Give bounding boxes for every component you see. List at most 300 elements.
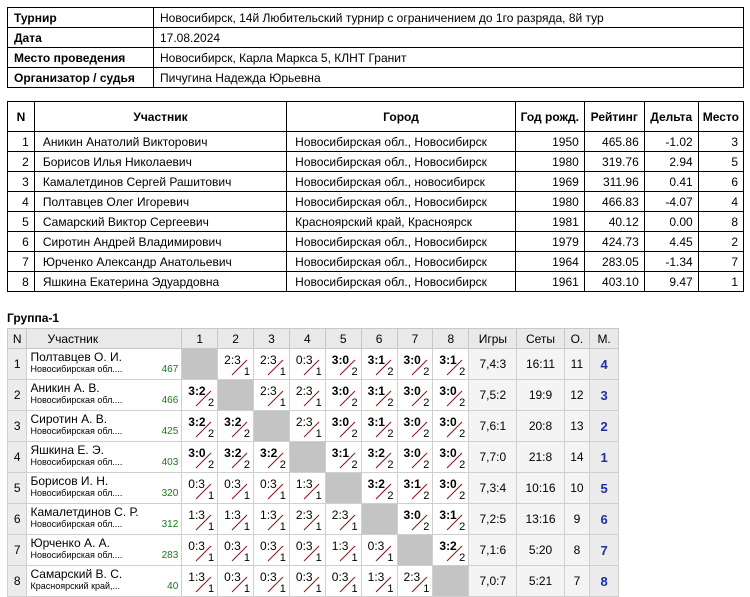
match-points: 2 bbox=[459, 428, 466, 440]
player-name: Сиротин А. В. bbox=[30, 412, 108, 426]
match-cell bbox=[182, 442, 218, 473]
participant-cell: 6 bbox=[698, 172, 743, 192]
match-result bbox=[290, 380, 325, 410]
participant-cell: 283.05 bbox=[584, 252, 644, 272]
match-score: 3:1 bbox=[439, 508, 457, 522]
match-score: 0:3 bbox=[188, 477, 205, 491]
participant-cell: 8 bbox=[8, 272, 35, 292]
match-score: 3:2 bbox=[439, 539, 457, 553]
self-cell bbox=[254, 411, 290, 442]
place-cell bbox=[590, 442, 619, 473]
match-result bbox=[433, 504, 468, 534]
match-points: 1 bbox=[351, 521, 358, 533]
player-rating: 403 bbox=[161, 457, 179, 468]
match-points: 2 bbox=[423, 397, 430, 409]
self-cell bbox=[397, 535, 433, 566]
info-row bbox=[8, 68, 744, 88]
match-points: 1 bbox=[279, 521, 286, 533]
participant-cell: Новосибирская обл., Новосибирск bbox=[287, 232, 516, 252]
participant-cell: 3 bbox=[698, 132, 743, 152]
place-value: 7 bbox=[600, 542, 608, 558]
crosstable-row bbox=[8, 566, 619, 597]
match-score: 3:0 bbox=[439, 384, 457, 398]
match-cell bbox=[325, 349, 361, 380]
row-number: 3 bbox=[8, 411, 27, 442]
crosstable-row bbox=[8, 349, 619, 380]
match-cell bbox=[289, 535, 325, 566]
match-points: 1 bbox=[279, 490, 286, 502]
match-points: 1 bbox=[279, 583, 286, 595]
points-cell: 10 bbox=[564, 473, 590, 504]
player-city: Новосибирская обл.... bbox=[30, 519, 123, 529]
match-cell bbox=[218, 473, 254, 504]
match-cell bbox=[397, 380, 433, 411]
info-row bbox=[8, 48, 744, 68]
match-score: 1:3 bbox=[295, 477, 313, 491]
match-points: 2 bbox=[423, 490, 430, 502]
match-points: 1 bbox=[243, 583, 251, 595]
match-points: 1 bbox=[243, 366, 251, 378]
match-cell bbox=[254, 566, 290, 597]
match-result bbox=[433, 442, 468, 472]
player-city: Новосибирская обл.... bbox=[30, 395, 123, 405]
match-result bbox=[254, 380, 289, 410]
crosstable-row bbox=[8, 473, 619, 504]
match-result bbox=[182, 380, 217, 410]
match-score: 2:3 bbox=[331, 508, 349, 522]
crosstable-header-cell: 8 bbox=[433, 329, 469, 349]
crosstable-header-cell: 2 bbox=[218, 329, 254, 349]
match-cell bbox=[218, 411, 254, 442]
match-cell bbox=[182, 473, 218, 504]
match-result bbox=[218, 473, 253, 503]
match-result bbox=[398, 473, 433, 503]
match-cell bbox=[397, 349, 433, 380]
match-result bbox=[326, 504, 361, 534]
match-cell bbox=[361, 566, 397, 597]
games-cell: 7,3:4 bbox=[469, 473, 517, 504]
participant-cell: Новосибирская обл., Новосибирск bbox=[287, 132, 516, 152]
match-score: 0:3 bbox=[331, 570, 349, 584]
match-result bbox=[398, 349, 433, 379]
place-value: 1 bbox=[600, 449, 608, 465]
match-points: 1 bbox=[315, 521, 322, 533]
participant-cell: 1980 bbox=[515, 192, 584, 212]
match-result bbox=[254, 535, 289, 565]
match-points: 2 bbox=[459, 552, 466, 564]
match-points: 1 bbox=[315, 552, 322, 564]
match-result bbox=[290, 411, 325, 441]
participant-cell: Сиротин Андрей Владимирович bbox=[34, 232, 286, 252]
match-cell bbox=[433, 473, 469, 504]
match-cell bbox=[289, 473, 325, 504]
match-result bbox=[182, 566, 217, 596]
participant-row bbox=[8, 132, 744, 152]
match-result bbox=[182, 442, 217, 472]
points-cell: 7 bbox=[564, 566, 590, 597]
points-cell: 12 bbox=[564, 380, 590, 411]
match-cell bbox=[182, 504, 218, 535]
match-score: 3:0 bbox=[403, 353, 421, 367]
place-cell bbox=[590, 504, 619, 535]
match-result bbox=[218, 504, 253, 534]
player-rating: 467 bbox=[161, 364, 179, 375]
crosstable-header-cell: Сеты bbox=[517, 329, 564, 349]
match-cell bbox=[325, 442, 361, 473]
match-score: 3:0 bbox=[331, 384, 350, 398]
match-result bbox=[290, 473, 325, 503]
info-label: Организатор / судья bbox=[8, 68, 154, 88]
crosstable-header-cell: Игры bbox=[469, 329, 517, 349]
match-score: 3:0 bbox=[439, 446, 457, 460]
match-cell bbox=[289, 504, 325, 535]
match-result bbox=[326, 566, 361, 596]
match-cell bbox=[397, 411, 433, 442]
match-score: 2:3 bbox=[295, 508, 313, 522]
participant-cell: Полтавцев Олег Игоревич bbox=[34, 192, 286, 212]
games-cell: 7,2:5 bbox=[469, 504, 517, 535]
match-cell bbox=[433, 349, 469, 380]
participant-cell: -4.07 bbox=[644, 192, 698, 212]
player-rating: 320 bbox=[161, 488, 179, 499]
row-number: 8 bbox=[8, 566, 27, 597]
self-cell bbox=[325, 473, 361, 504]
match-points: 1 bbox=[315, 366, 322, 378]
sets-cell: 19:9 bbox=[517, 380, 564, 411]
place-cell bbox=[590, 380, 619, 411]
participant-row bbox=[8, 232, 744, 252]
match-points: 2 bbox=[459, 397, 466, 409]
match-points: 2 bbox=[387, 397, 394, 409]
sets-cell: 10:16 bbox=[517, 473, 564, 504]
match-result bbox=[254, 442, 289, 472]
match-result bbox=[182, 411, 217, 441]
match-cell bbox=[361, 349, 397, 380]
match-points: 2 bbox=[208, 397, 215, 409]
match-cell bbox=[182, 380, 218, 411]
match-result bbox=[326, 442, 361, 472]
crosstable-row bbox=[8, 411, 619, 442]
games-cell: 7,7:0 bbox=[469, 442, 517, 473]
place-cell bbox=[590, 349, 619, 380]
match-result bbox=[362, 442, 397, 472]
place-cell bbox=[590, 473, 619, 504]
player-name: Яшкина Е. Э. bbox=[30, 443, 104, 457]
participant-cell: 9.47 bbox=[644, 272, 698, 292]
match-points: 2 bbox=[423, 459, 430, 471]
match-cell bbox=[433, 442, 469, 473]
match-cell bbox=[433, 504, 469, 535]
match-score: 0:3 bbox=[295, 353, 313, 367]
participant-cell: Новосибирская обл., Новосибирск bbox=[287, 252, 516, 272]
match-score: 3:0 bbox=[188, 446, 206, 460]
crosstable-header-row bbox=[8, 329, 619, 349]
crosstable-header-cell: 3 bbox=[254, 329, 290, 349]
match-result bbox=[218, 535, 253, 565]
match-score: 2:3 bbox=[224, 353, 241, 367]
match-cell bbox=[361, 380, 397, 411]
match-result bbox=[398, 566, 433, 596]
participant-cell: 5 bbox=[698, 152, 743, 172]
match-score: 3:2 bbox=[367, 446, 385, 460]
match-points: 2 bbox=[243, 459, 251, 471]
info-row bbox=[8, 28, 744, 48]
match-score: 3:0 bbox=[403, 384, 421, 398]
games-cell: 7,4:3 bbox=[469, 349, 517, 380]
player-meta bbox=[30, 457, 178, 468]
participant-cell: 1964 bbox=[515, 252, 584, 272]
participant-cell: Самарский Виктор Сергеевич bbox=[34, 212, 286, 232]
place-value: 5 bbox=[600, 480, 608, 496]
match-result bbox=[290, 566, 325, 596]
match-result bbox=[362, 380, 397, 410]
participant-cell: 40.12 bbox=[584, 212, 644, 232]
participant-cell: 1 bbox=[8, 132, 35, 152]
match-cell bbox=[218, 349, 254, 380]
participant-cell: Красноярский край, Красноярск bbox=[287, 212, 516, 232]
participant-cell: Яшкина Екатерина Эдуардовна bbox=[34, 272, 286, 292]
points-cell: 8 bbox=[564, 535, 590, 566]
match-score: 3:0 bbox=[403, 415, 421, 429]
participants-table bbox=[7, 101, 744, 292]
match-result bbox=[398, 442, 433, 472]
participant-cell: 4 bbox=[8, 192, 35, 212]
match-result bbox=[254, 349, 289, 379]
match-result bbox=[218, 349, 253, 379]
participant-row bbox=[8, 152, 744, 172]
match-score: 3:2 bbox=[224, 415, 242, 429]
match-cell bbox=[361, 442, 397, 473]
match-result bbox=[398, 411, 433, 441]
match-result bbox=[398, 380, 433, 410]
match-score: 0:3 bbox=[295, 539, 313, 553]
player-name: Юрченко А. А. bbox=[30, 536, 110, 550]
participants-header-cell: Рейтинг bbox=[584, 102, 644, 132]
crosstable-header-cell: О. bbox=[564, 329, 590, 349]
match-points: 1 bbox=[279, 366, 286, 378]
sets-cell: 5:21 bbox=[517, 566, 564, 597]
crosstable-header-cell: N bbox=[8, 329, 27, 349]
participant-row bbox=[8, 252, 744, 272]
match-cell bbox=[325, 504, 361, 535]
participant-cell: Новосибирская обл., Новосибирск bbox=[287, 272, 516, 292]
match-score: 0:3 bbox=[260, 570, 277, 584]
match-points: 2 bbox=[423, 366, 430, 378]
match-score: 1:3 bbox=[188, 508, 205, 522]
participants-header-row bbox=[8, 102, 744, 132]
match-score: 1:3 bbox=[188, 570, 205, 584]
match-result bbox=[362, 566, 397, 596]
match-score: 2:3 bbox=[260, 353, 277, 367]
match-points: 2 bbox=[423, 428, 430, 440]
match-points: 1 bbox=[387, 583, 394, 595]
match-points: 2 bbox=[351, 366, 358, 378]
self-cell bbox=[218, 380, 254, 411]
participant-cell: 311.96 bbox=[584, 172, 644, 192]
match-score: 0:3 bbox=[367, 539, 385, 553]
participant-cell: Новосибирская обл., Новосибирск bbox=[287, 152, 516, 172]
match-points: 2 bbox=[351, 459, 358, 471]
match-score: 0:3 bbox=[224, 477, 241, 491]
match-score: 3:0 bbox=[403, 446, 421, 460]
match-cell bbox=[254, 442, 290, 473]
match-cell bbox=[182, 411, 218, 442]
crosstable-header-cell: 1 bbox=[182, 329, 218, 349]
row-number: 6 bbox=[8, 504, 27, 535]
match-score: 0:3 bbox=[295, 570, 313, 584]
match-cell bbox=[254, 504, 290, 535]
participant-cell: -1.02 bbox=[644, 132, 698, 152]
player-name: Борисов И. Н. bbox=[30, 474, 109, 488]
player-cell bbox=[27, 349, 182, 380]
participants-header-cell: Дельта bbox=[644, 102, 698, 132]
participant-cell: 403.10 bbox=[584, 272, 644, 292]
participant-cell: 1980 bbox=[515, 152, 584, 172]
games-cell: 7,6:1 bbox=[469, 411, 517, 442]
match-result bbox=[218, 566, 253, 596]
match-cell bbox=[289, 566, 325, 597]
participant-cell: 0.41 bbox=[644, 172, 698, 192]
match-score: 1:3 bbox=[331, 539, 349, 553]
match-points: 2 bbox=[387, 459, 394, 471]
participant-cell: 2 bbox=[8, 152, 35, 172]
player-name: Аникин А. В. bbox=[30, 381, 100, 395]
row-number: 2 bbox=[8, 380, 27, 411]
match-result bbox=[433, 380, 468, 410]
participant-cell: 2 bbox=[698, 232, 743, 252]
match-points: 1 bbox=[315, 397, 322, 409]
match-score: 3:0 bbox=[403, 508, 421, 522]
info-value: Новосибирск, 14й Любительский турнир с ограничением до 1го разряда, 8й тур bbox=[154, 8, 744, 28]
match-cell bbox=[218, 504, 254, 535]
match-score: 3:1 bbox=[331, 446, 350, 460]
match-score: 0:3 bbox=[260, 477, 277, 491]
match-points: 2 bbox=[387, 490, 394, 502]
points-cell: 11 bbox=[564, 349, 590, 380]
participant-cell: 1961 bbox=[515, 272, 584, 292]
crosstable-header-cell: 6 bbox=[361, 329, 397, 349]
match-result bbox=[433, 349, 468, 379]
info-value: 17.08.2024 bbox=[154, 28, 744, 48]
participant-cell: 1969 bbox=[515, 172, 584, 192]
match-score: 1:3 bbox=[367, 570, 385, 584]
match-points: 2 bbox=[351, 428, 358, 440]
player-name: Полтавцев О. И. bbox=[30, 350, 122, 364]
match-points: 2 bbox=[423, 521, 430, 533]
match-result bbox=[290, 535, 325, 565]
match-points: 1 bbox=[315, 490, 322, 502]
participant-row bbox=[8, 272, 744, 292]
match-cell bbox=[325, 566, 361, 597]
crosstable-header-cell: М. bbox=[590, 329, 619, 349]
match-cell bbox=[289, 380, 325, 411]
match-cell bbox=[433, 535, 469, 566]
group-crosstable bbox=[7, 328, 619, 597]
match-result bbox=[362, 535, 397, 565]
match-points: 1 bbox=[423, 583, 430, 595]
match-cell bbox=[218, 535, 254, 566]
match-cell bbox=[289, 411, 325, 442]
participant-cell: 4 bbox=[698, 192, 743, 212]
participant-cell: 466.83 bbox=[584, 192, 644, 212]
games-cell: 7,1:6 bbox=[469, 535, 517, 566]
match-result bbox=[362, 411, 397, 441]
player-meta bbox=[30, 581, 178, 592]
place-value: 3 bbox=[600, 387, 608, 403]
match-points: 1 bbox=[351, 583, 358, 595]
match-points: 1 bbox=[243, 552, 251, 564]
participant-cell: 4.45 bbox=[644, 232, 698, 252]
participant-cell: 465.86 bbox=[584, 132, 644, 152]
participant-cell: -1.34 bbox=[644, 252, 698, 272]
self-cell bbox=[289, 442, 325, 473]
match-score: 3:2 bbox=[367, 477, 385, 491]
match-score: 3:1 bbox=[367, 353, 385, 367]
match-points: 2 bbox=[459, 490, 466, 502]
participant-cell: 7 bbox=[698, 252, 743, 272]
group-title: Группа-1 bbox=[7, 311, 60, 325]
player-name: Камалетдинов С. Р. bbox=[30, 505, 139, 519]
match-result bbox=[290, 349, 325, 379]
match-score: 0:3 bbox=[224, 570, 241, 584]
player-cell bbox=[27, 504, 182, 535]
match-cell bbox=[325, 411, 361, 442]
match-points: 1 bbox=[243, 490, 251, 502]
match-score: 2:3 bbox=[260, 384, 277, 398]
match-score: 0:3 bbox=[224, 539, 241, 553]
match-score: 3:1 bbox=[439, 353, 457, 367]
place-cell bbox=[590, 411, 619, 442]
participants-header-cell: N bbox=[8, 102, 35, 132]
match-cell bbox=[182, 566, 218, 597]
match-score: 3:2 bbox=[224, 446, 242, 460]
match-cell bbox=[361, 473, 397, 504]
sets-cell: 20:8 bbox=[517, 411, 564, 442]
participant-cell: 7 bbox=[8, 252, 35, 272]
player-city: Новосибирская обл.... bbox=[30, 457, 123, 467]
info-value: Новосибирск, Карла Маркса 5, КЛНТ Гранит bbox=[154, 48, 744, 68]
player-rating: 312 bbox=[161, 519, 179, 530]
participant-cell: Аникин Анатолий Викторович bbox=[34, 132, 286, 152]
player-cell bbox=[27, 566, 182, 597]
match-score: 3:0 bbox=[331, 353, 350, 367]
match-points: 1 bbox=[243, 521, 251, 533]
player-rating: 466 bbox=[161, 395, 179, 406]
place-value: 4 bbox=[600, 356, 608, 372]
match-result bbox=[326, 535, 361, 565]
self-cell bbox=[433, 566, 469, 597]
info-row bbox=[8, 8, 744, 28]
participant-cell: 319.76 bbox=[584, 152, 644, 172]
player-meta bbox=[30, 519, 178, 530]
match-cell bbox=[218, 442, 254, 473]
match-score: 0:3 bbox=[188, 539, 205, 553]
match-score: 3:1 bbox=[367, 384, 385, 398]
match-cell bbox=[254, 473, 290, 504]
participant-cell: Борисов Илья Николаевич bbox=[34, 152, 286, 172]
match-cell bbox=[325, 380, 361, 411]
match-score: 1:3 bbox=[224, 508, 241, 522]
match-cell bbox=[397, 473, 433, 504]
player-meta bbox=[30, 364, 178, 375]
match-result bbox=[254, 473, 289, 503]
match-points: 1 bbox=[208, 552, 215, 564]
match-result bbox=[254, 504, 289, 534]
match-cell bbox=[254, 535, 290, 566]
match-cell bbox=[397, 442, 433, 473]
match-points: 1 bbox=[208, 583, 215, 595]
match-score: 3:0 bbox=[439, 415, 457, 429]
